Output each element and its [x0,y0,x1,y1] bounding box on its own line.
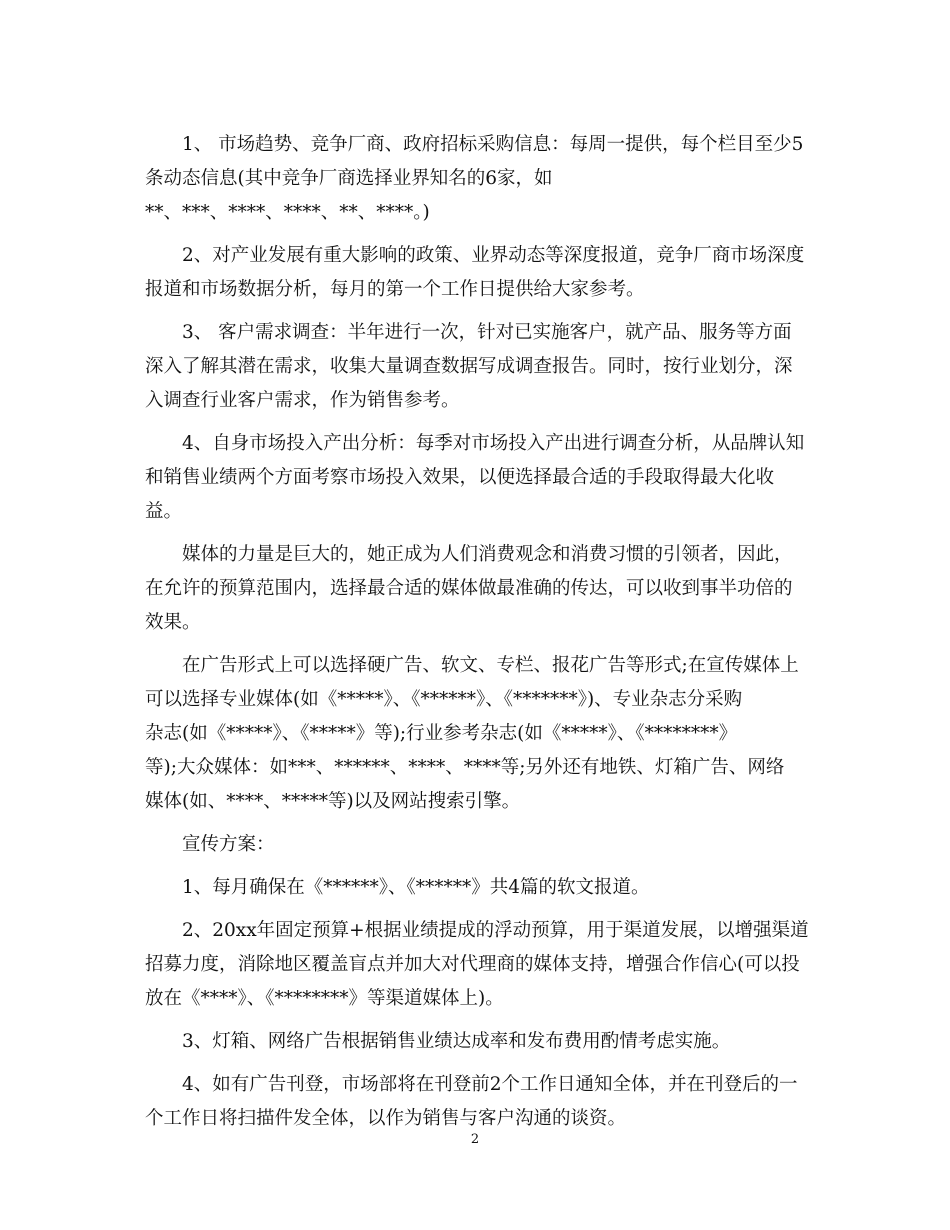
paragraph-line: 2、对产业发展有重大影响的政策、业界动态等深度报道，竞争厂商市场深度 [182,245,805,266]
paragraph-line: 深入了解其潜在需求，收集大量调查数据写成调查报告。同时，按行业划分，深 [145,356,793,377]
paragraph-line: 益。 [145,501,183,522]
paragraph-line: 宣传方案： [182,834,275,855]
paragraph-line: 入调查行业客户需求，作为销售参考。 [145,390,460,411]
paragraph-line: 放在《****》、《********》等渠道媒体上)。 [145,988,504,1009]
paragraph-line: 和销售业绩两个方面考察市场投入效果，以便选择最合适的手段取得最大化收 [145,467,775,488]
paragraph-line: 条动态信息(其中竞争厂商选择业界知名的6家，如 [145,168,553,189]
paragraph-line: 4、自身市场投入产出分析：每季对市场投入产出进行调查分析，从品牌认知 [182,433,805,454]
paragraph-line: 2、20xx年固定预算+根据业绩提成的浮动预算，用于渠道发展，以增强渠道 [182,920,809,941]
paragraph-line: 报道和市场数据分析，每月的第一个工作日提供给大家参考。 [145,279,645,300]
paragraph [145,1025,810,1059]
page-number: 2 [470,1132,480,1147]
paragraph [145,871,810,905]
paragraph-line: 1、 市场趋势、竞争厂商、政府招标采购信息：每周一提供，每个栏目至少5 [182,134,804,155]
paragraph [145,1068,810,1136]
paragraph [145,914,810,1016]
paragraph-line: 在允许的预算范围内，选择最合适的媒体做最准确的传达，可以收到事半功倍的 [145,578,793,599]
paragraph [145,427,810,529]
paragraph [145,649,810,819]
paragraph [145,316,810,418]
paragraph-line: 媒体(如、****、*****等)以及网站搜索引擎。 [145,791,521,812]
paragraph-line: 可以选择专业媒体(如《*****》、《******》、《*******》)、专业杂志分采购 [145,689,743,710]
paragraph-line: 招募力度，消除地区覆盖盲点并加大对代理商的媒体支持，增强合作信心(可以投 [145,954,800,975]
paragraph-line: 3、 客户需求调查：半年进行一次，针对已实施客户，就产品、服务等方面 [182,322,792,343]
paragraph-line: 杂志(如《*****》、《*****》等);行业参考杂志(如《*****》、《********》 [145,723,738,744]
document-body [145,128,810,1145]
paragraph-line: 媒体的力量是巨大的，她正成为人们消费观念和消费习惯的引领者，因此， [182,544,793,565]
paragraph-line: **、***、****、****、**、****。) [145,202,430,223]
paragraph-line: 个工作日将扫描件发全体，以作为销售与客户沟通的谈资。 [145,1108,627,1129]
paragraph-line: 等);大众媒体：如***、******、****、****等;另外还有地铁、灯箱广告、网络 [145,757,785,778]
paragraph [145,538,810,640]
paragraph-line: 效果。 [145,612,201,633]
paragraph [145,828,810,862]
paragraph-line: 3、灯箱、网络广告根据销售业绩达成率和发布费用酌情考虑实施。 [182,1031,731,1052]
paragraph-line: 4、如有广告刊登，市场部将在刊登前2个工作日通知全体，并在刊登后的一 [182,1074,798,1095]
paragraph [145,239,810,307]
paragraph [145,128,810,230]
paragraph-line: 1、每月确保在《******》、《******》共4篇的软文报道。 [182,877,650,898]
paragraph-line: 在广告形式上可以选择硬广告、软文、专栏、报花广告等形式;在宣传媒体上 [182,655,799,676]
